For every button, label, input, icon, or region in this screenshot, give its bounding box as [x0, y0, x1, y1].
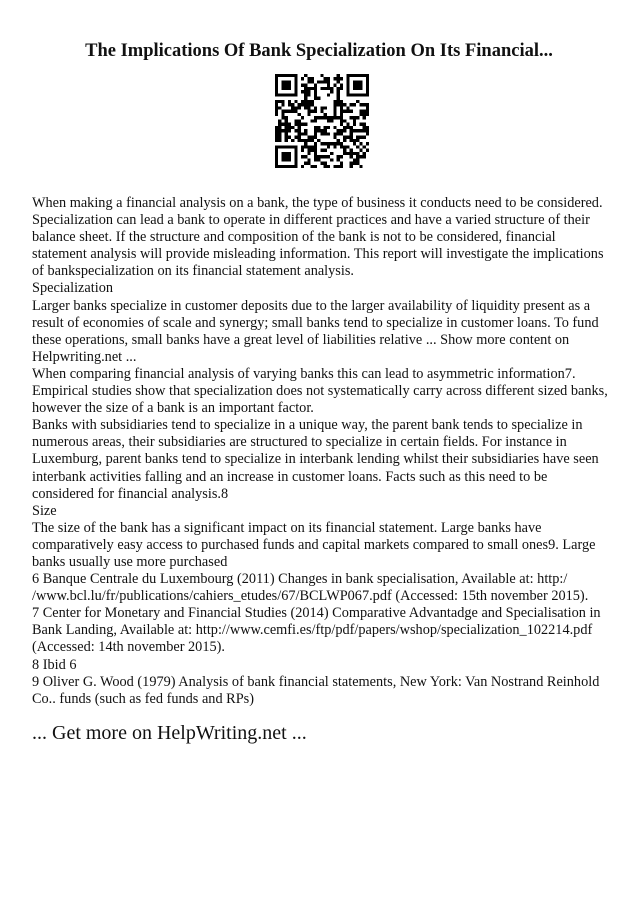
heading-specialization: Specialization	[32, 280, 113, 297]
document-body	[32, 195, 612, 708]
paragraph-asymmetric: When comparing financial analysis of varying banks this can lead to asymmetric information7. Empirical studies show that specialization does not systematically carry across different sized banks, however the size of a bank is an important factor.	[32, 365, 608, 417]
heading-size: Size	[32, 502, 57, 519]
footnote-9: 9 Oliver G. Wood (1979) Analysis of bank financial statements, New York: Van Nostrand Reinhold Co.. funds (such as fed funds and RPs)	[32, 673, 600, 707]
page-title: The Implications Of Bank Specialization On Its Financial...	[85, 41, 553, 61]
paragraph-subsidiaries: Banks with subsidiaries tend to specialize in a unique way, the parent bank tends to specialize in numerous areas, their subsidiaries are structured to specialize in certain fields. For instance in Luxemburg, parent banks tend to specialize in interbank lending whilst their subsidiaries have seen interbank activities falling and an increase in customer loans. Facts such as this need to be considered for financial analysis.8	[32, 417, 599, 502]
footnote-7: 7 Center for Monetary and Financial Studies (2014) Comparative Advantadge and Specialisation in Bank Landing, Available at: http://www.cemfi.es/ftp/pdf/papers/wshop/specialization_102214.pdf (Accessed: 14th november 2015).	[32, 605, 601, 656]
paragraph-larger-banks: Larger banks specialize in customer deposits due to the larger availability of liquidity present as a result of economies of scale and synergy; small banks tend to specialize in customer loans. To fund these operations, small banks have a great level of liabilities relative ... Show more content on Helpwriting.net ...	[32, 297, 599, 365]
get-more-link[interactable]: ... Get more on HelpWriting.net ...	[32, 722, 307, 744]
qr-code-icon	[275, 74, 369, 168]
footnote-8: 8 Ibid 6	[32, 656, 77, 673]
footnote-6: 6 Banque Centrale du Luxembourg (2011) Changes in bank specialisation, Available at: http:/ /www.bcl.lu/fr/publications/cahiers_etudes/67/BCLWP067.pdf (Accessed: 15th november 2015).	[32, 571, 589, 605]
paragraph-size: The size of the bank has a significant impact on its financial statement. Large banks have comparatively easy access to purchased funds and capital markets compared to small ones9. Large banks usually use more purchased	[32, 519, 596, 570]
paragraph-intro: When making a financial analysis on a bank, the type of business it conducts need to be considered. Specialization can lead a bank to operate in different practices and have a varied structure of their balance sheet. If the structure and composition of the bank is not to be considered, financial statement analysis will provide misleading information. This report will investigate the implications of bankspecialization on its financial statement analysis.	[32, 195, 604, 280]
